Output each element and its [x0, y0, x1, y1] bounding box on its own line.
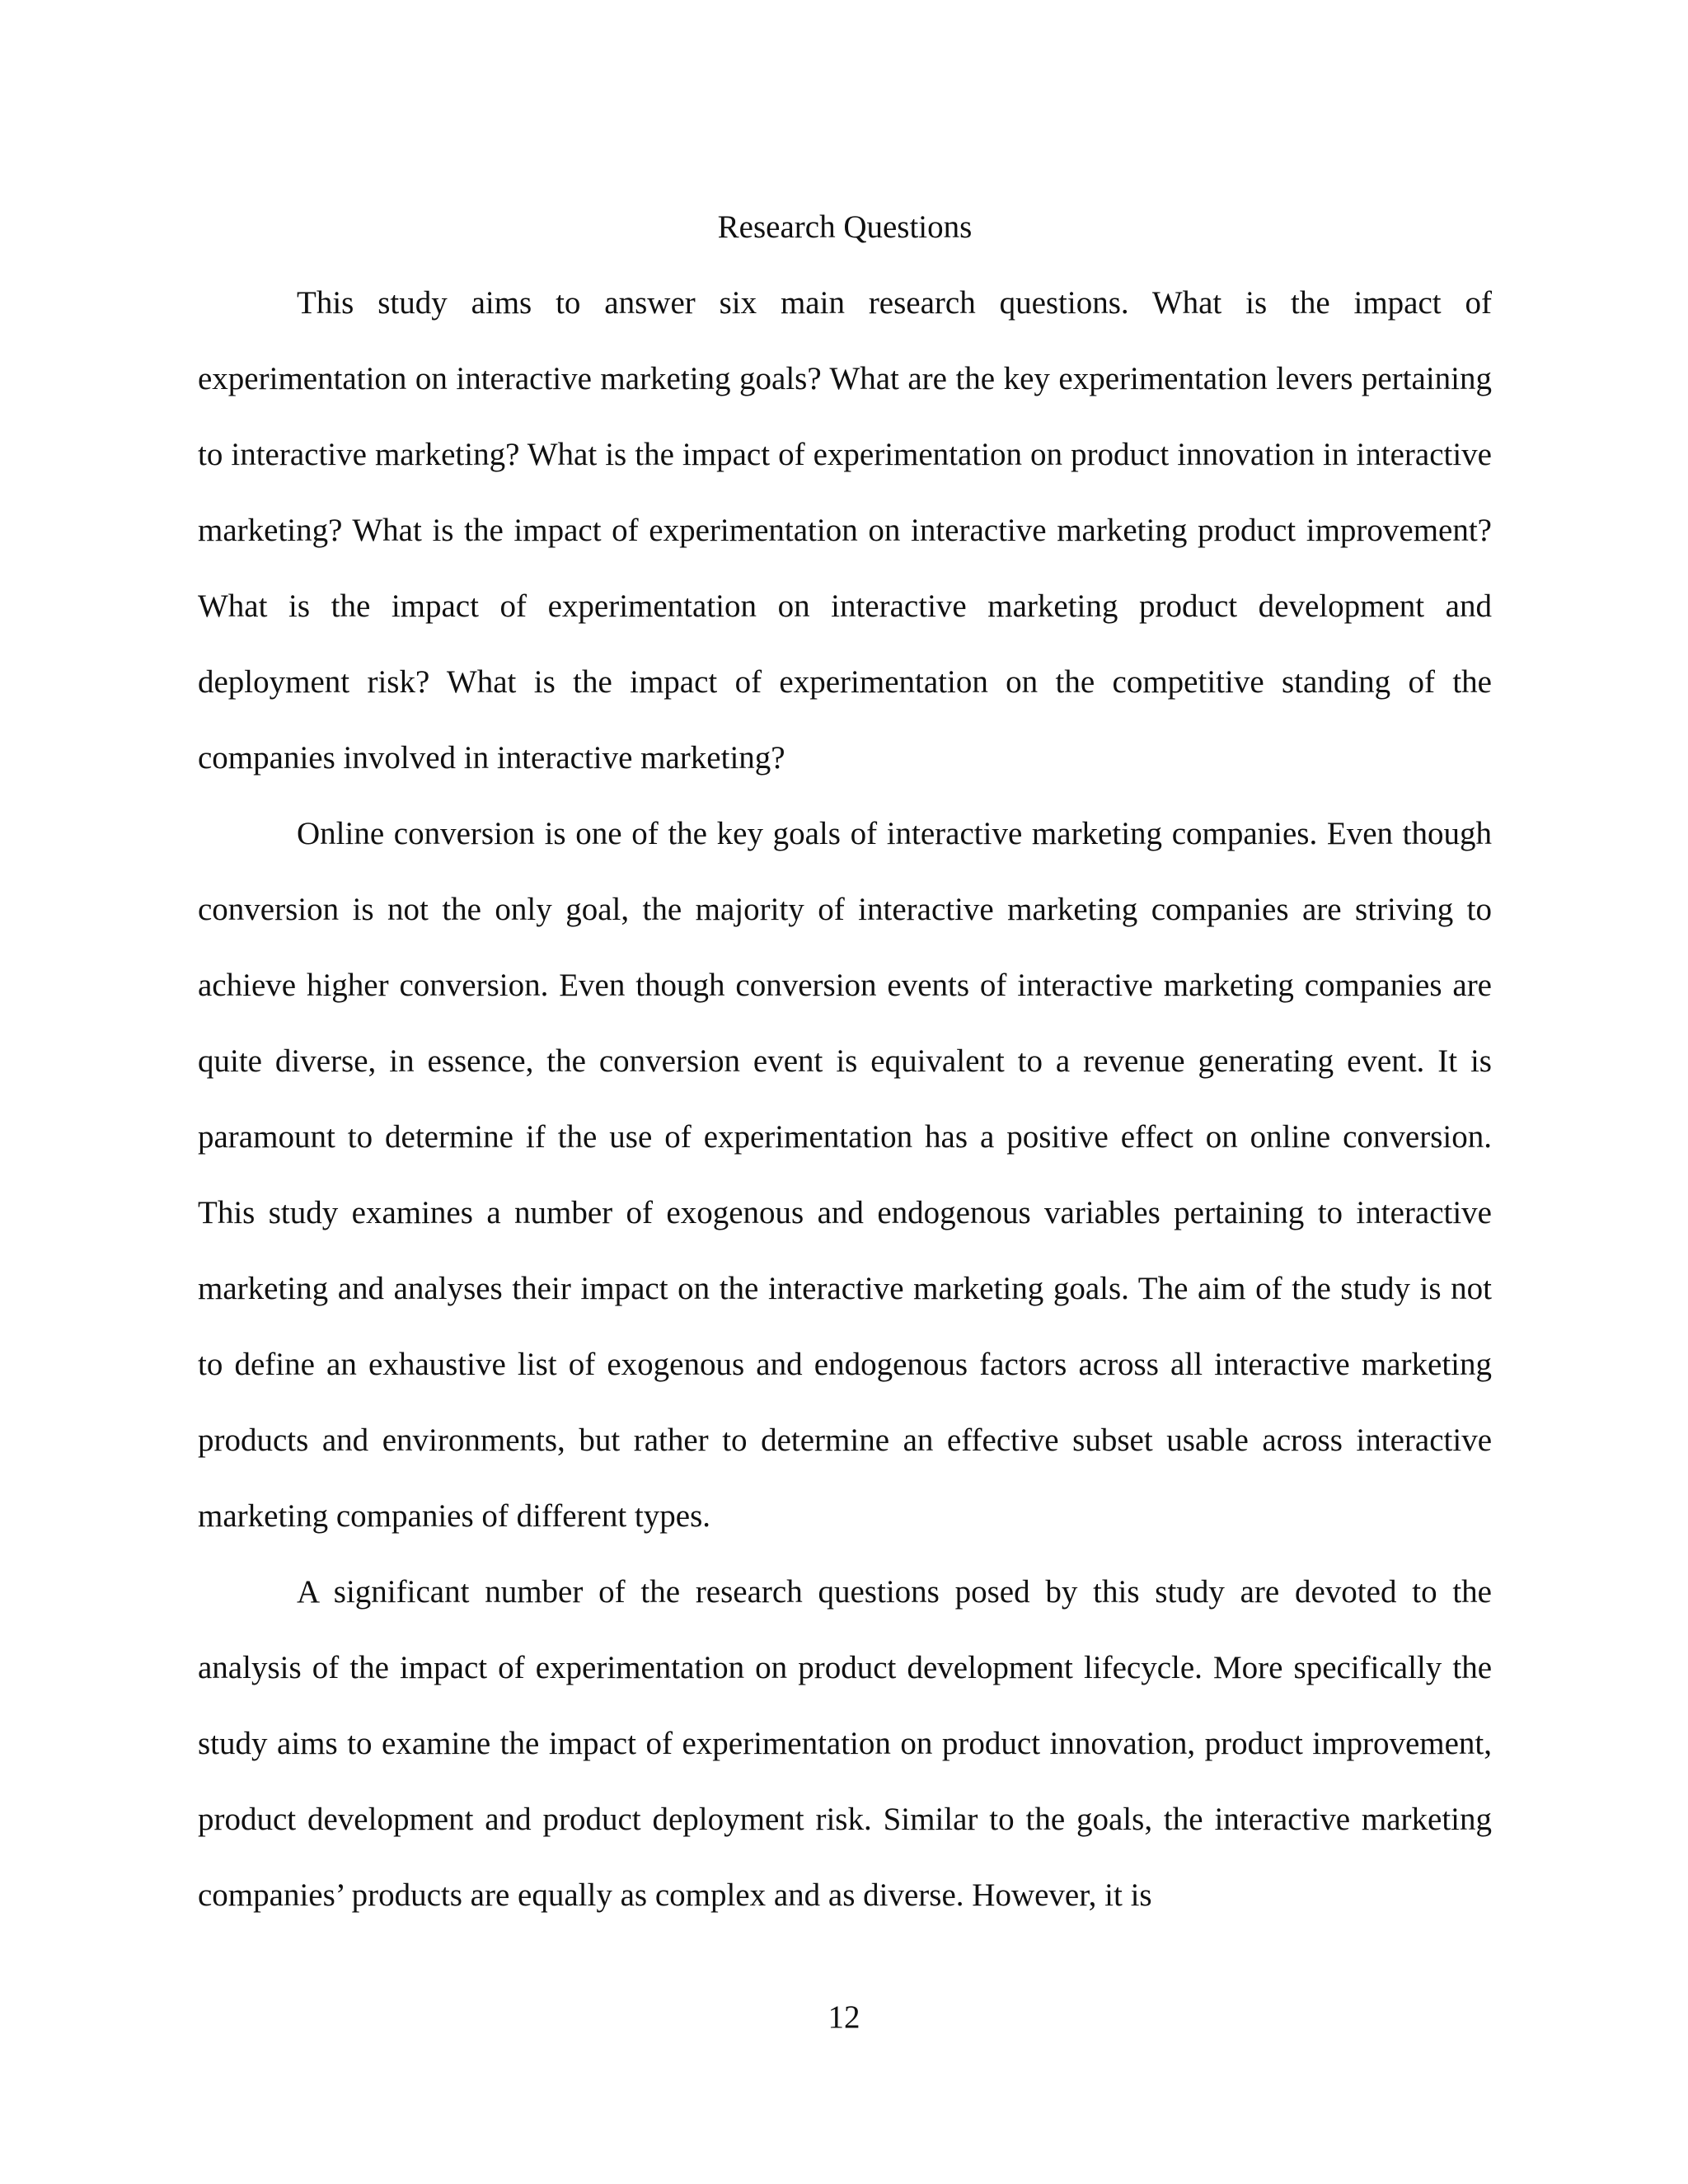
- paragraph-product-lifecycle: A significant number of the research questions posed by this study are devoted to the analysis of the impact of experimentation on product development lifecycle. More specifically the study aims to examine the impact of experimentation on product innovation, product improvement, product development and product deployment risk. Similar to the goals, the interactive marketing companies’ products are equally as complex and as diverse. However, it is: [198, 1574, 1492, 1913]
- page-number: 12: [828, 1999, 860, 2035]
- page-body: [198, 190, 1492, 1933]
- paragraph-research-questions: This study aims to answer six main research questions. What is the impact of experimentation on interactive marketing goals? What are the key experimentation levers pertaining to interactive marketing? What is the impact of experimentation on product innovation in interactive marketing? What is the impact of experimentation on interactive marketing product improvement? What is the impact of experimentation on interactive marketing product development and deployment risk? What is the impact of experimentation on the competitive standing of the companies involved in interactive marketing?: [198, 285, 1492, 776]
- section-heading: Research Questions: [717, 209, 973, 245]
- paragraph-online-conversion: Online conversion is one of the key goals of interactive marketing companies. Even though conversion is not the only goal, the majority of interactive marketing companies are striving to achieve higher conversion. Even though conversion events of interactive marketing companies are quite diverse, in essence, the conversion event is equivalent to a revenue generating event. It is paramount to determine if the use of experimentation has a positive effect on online conversion. This study examines a number of exogenous and endogenous variables pertaining to interactive marketing and analyses their impact on the interactive marketing goals. The aim of the study is not to define an exhaustive list of exogenous and endogenous factors across all interactive marketing products and environments, but rather to determine an effective subset usable across interactive marketing companies of different types.: [198, 816, 1492, 1534]
